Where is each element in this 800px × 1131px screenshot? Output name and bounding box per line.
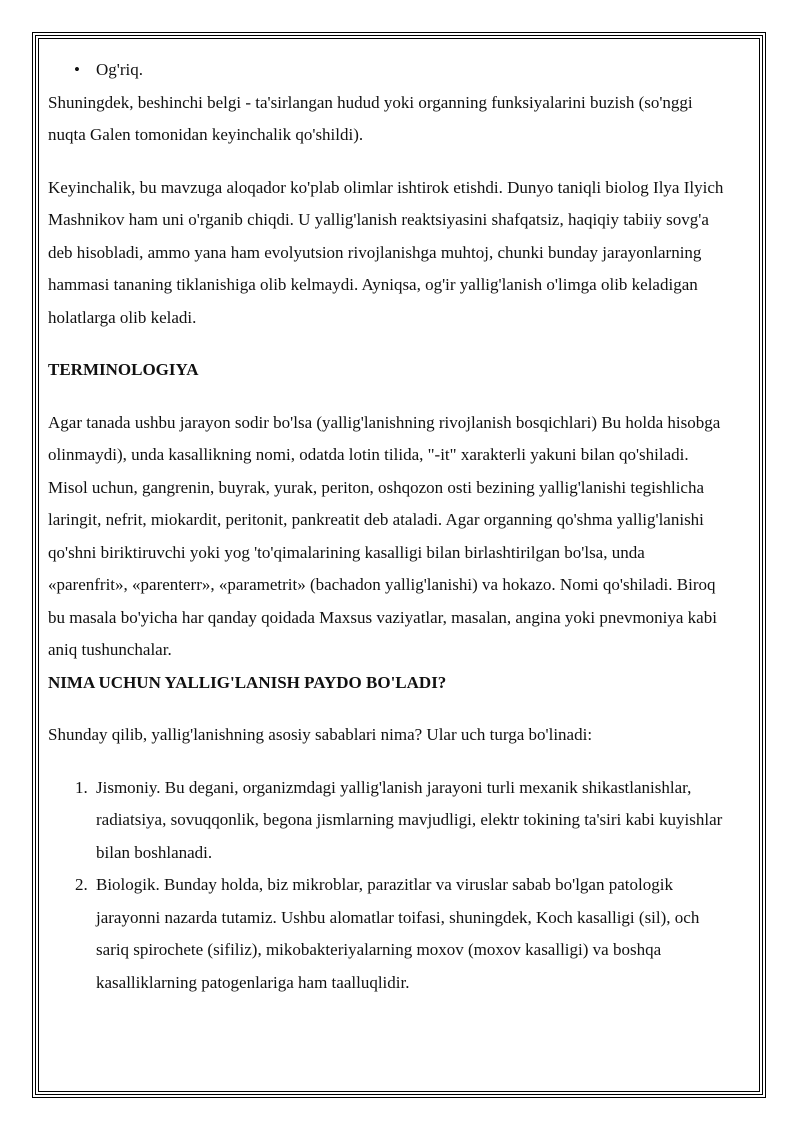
paragraph-mashnikov: Keyinchalik, bu mavzuga aloqador ko'plab olimlar ishtirok etishdi. Dunyo taniqli biolog Ilya Ilyich Mashnikov ham uni o'rganib chiqdi. U yallig'lanish reaktsiyasini shafqatsiz, haqiqiy tabiiy sovg'a deb hisobladi, ammo yana ham evolyutsion rivojlanishga muhtoj, chunki bunday jarayonlarning hammasi tananing tiklanishiga olib kelmaydi. Ayniqsa, og'ir yallig'lanish o'limga olib keladigan holatlarga olib keladi. [48, 177, 724, 327]
bullet-item: • Og'riq. [48, 54, 728, 87]
list-item-number: 2. [75, 875, 88, 894]
numbered-list [48, 772, 728, 1000]
list-item-text: Biologik. Bunday holda, biz mikroblar, parazitlar va viruslar sabab bo'lgan patologik jarayonni nazarda tutamiz. Ushbu alomatlar toifasi, shuningdek, Koch kasalligi (sil), och sariq spirochete (sifiliz), mikobakteriyalarning moxov (moxov kasalligi) va boshqa kasalliklarning patogenlariga ham taalluqlidir. [96, 875, 700, 992]
list-item-number: 1. [75, 777, 88, 797]
paragraph-fifth-sign: Shuningdek, beshinchi belgi - ta'sirlangan hudud yoki organning funksiyalarini buzish (so'nggi nuqta Galen tomonidan keyinchalik qo'shildi). [48, 92, 693, 144]
paragraph-causes: Shunday qilib, yallig'lanishning asosiy sabablari nima? Ular uch turga bo'linadi: [48, 725, 593, 744]
list-item [48, 772, 728, 870]
section-heading-why: NIMA UCHUN YALLIG'LANISH PAYDO BO'LADI? [48, 672, 447, 692]
section-heading-terminology: TERMINOLOGIYA [48, 360, 199, 379]
list-item-text: Jismoniy. Bu degani, organizmdagi yallig'lanish jarayoni turli mexanik shikastlanishlar, radiatsiya, sovuqqonlik, begona jismlarning mavjudligi, elektr tokining ta'siri kabi kuyishlar bilan boshlanadi. [96, 777, 723, 862]
paragraph-terminology: Agar tanada ushbu jarayon sodir bo'lsa (yallig'lanishning rivojlanish bosqichlari) Bu holda hisobga olinmaydi), unda kasallikning nomi, odatda lotin tilida, "-it" xarakterli yakuni bilan qo'shiladi. Misol uchun, gangrenin, buyrak, yurak, periton, oshqozon osti bezining yallig'lanishi tegishlicha laringit, nefrit, miokardit, peritonit, pankreatit deb ataladi. Agar organning qo'shma yallig'lanishi qo'shni biriktiruvchi yoki yog 'to'qimalarining kasalligi bilan birlashtirilgan bo'lsa, unda «parenfrit», «parenterr», «parametrit» (bachadon yallig'lanishi) va hokazo. Nomi qo'shiladi. Biroq bu masala bo'yicha har qanday qoidada Maxsus vaziyatlar, masalan, angina yoki pnevmoniya kabi aniq tushunchalar. [48, 412, 721, 659]
list-item [48, 869, 728, 999]
bullet-list [48, 54, 728, 87]
document-body [48, 54, 728, 999]
